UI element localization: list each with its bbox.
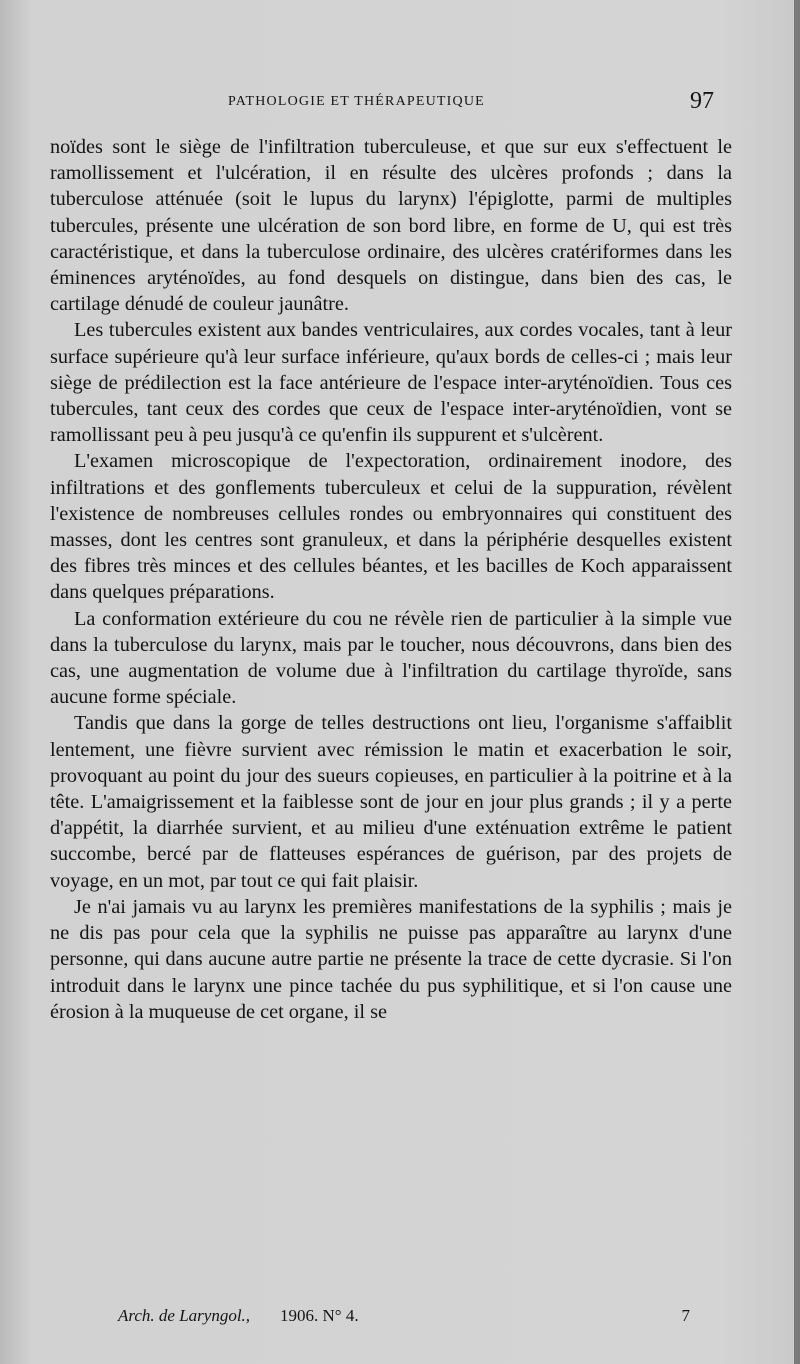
paragraph: Tandis que dans la gorge de telles destructions ont lieu, l'organisme s'affaiblit lentement, une fièvre survient avec rémission le matin et exacerbation le soir, provoquant au point du jour des sueurs copieuses, en particulier à la poitrine et à la tête. L'amaigrissement et la faiblesse sont de jour en jour plus grands ; il y a perte d'appétit, la diarrhée survient, et au milieu d'une exténuation extrême le patient succombe, bercé par de flatteuses espérances de guérison, par des projets de voyage, en un mot, par tout ce qui fait plaisir. <box>50 712 732 892</box>
page-header <box>46 88 726 122</box>
paragraph: La conformation extérieure du cou ne révèle rien de particulier à la simple vue dans la tuberculose du larynx, mais par le toucher, nous découvrons, dans bien des cas, une augmentation de volume due à l'infiltration du cartilage thyroïde, sans aucune forme spéciale. <box>50 607 732 709</box>
paragraph: L'examen microscopique de l'expectoration, ordinairement inodore, des infiltrations et des gonflements tuberculeux et celui de la suppuration, révèlent l'existence de nombreuses cellules rondes ou embryonnaires qui constituent des masses, dont les centres sont granuleux, et dans la périphérie desquelles existent des fibres très minces et des cellules béantes, et les bacilles de Koch apparaissent dans quelques préparations. <box>50 450 732 604</box>
journal-title: Arch. de Laryngol., <box>118 1306 251 1325</box>
body-text <box>50 134 732 1025</box>
paragraph: noïdes sont le siège de l'infiltration tuberculeuse, et que sur eux s'effectuent le ramollissement et l'ulcération, il en résulte des ulcères profonds ; dans la tuberculose atténuée (soit le lupus du larynx) l'épiglotte, parmi de multiples tubercules, présente une ulcération de son bord libre, en forme de U, qui est très caractéristique, et dans la tuberculose ordinaire, des ulcères cratériformes dans les éminences aryténoïdes, au fond desquels on distingue, dans bien des cas, le cartilage dénudé de couleur jaunâtre. <box>50 136 732 316</box>
signature-mark: 7 <box>681 1306 690 1325</box>
paragraph: Je n'ai jamais vu au larynx les premières manifestations de la syphilis ; mais je ne dis pas pour cela que la syphilis ne puisse pas apparaître au larynx d'une personne, qui dans aucune autre partie ne présente la trace de cette dycrasie. Si l'on introduit dans le larynx une pince tachée du pus syphilitique, et si l'on cause une érosion à la muqueuse de cet organe, il se <box>50 895 732 1023</box>
journal-issue: 1906. N° 4. <box>280 1306 359 1325</box>
page-footer <box>118 1306 690 1332</box>
page-number: 97 <box>690 88 714 114</box>
paragraph: Les tubercules existent aux bandes ventriculaires, aux cordes vocales, tant à leur surface supérieure qu'à leur surface inférieure, qu'aux bords de celles-ci ; mais leur siège de prédilection est la face antérieure de l'espace inter-aryténoïdien. Tous ces tubercules, tant ceux des cordes que ceux de l'espace inter-aryténoïdien, vont se ramollissant peu à peu jusqu'à ce qu'enfin ils suppurent et s'ulcèrent. <box>50 319 732 447</box>
running-head: PATHOLOGIE ET THÉRAPEUTIQUE <box>228 94 485 109</box>
page-edge <box>794 0 800 1364</box>
